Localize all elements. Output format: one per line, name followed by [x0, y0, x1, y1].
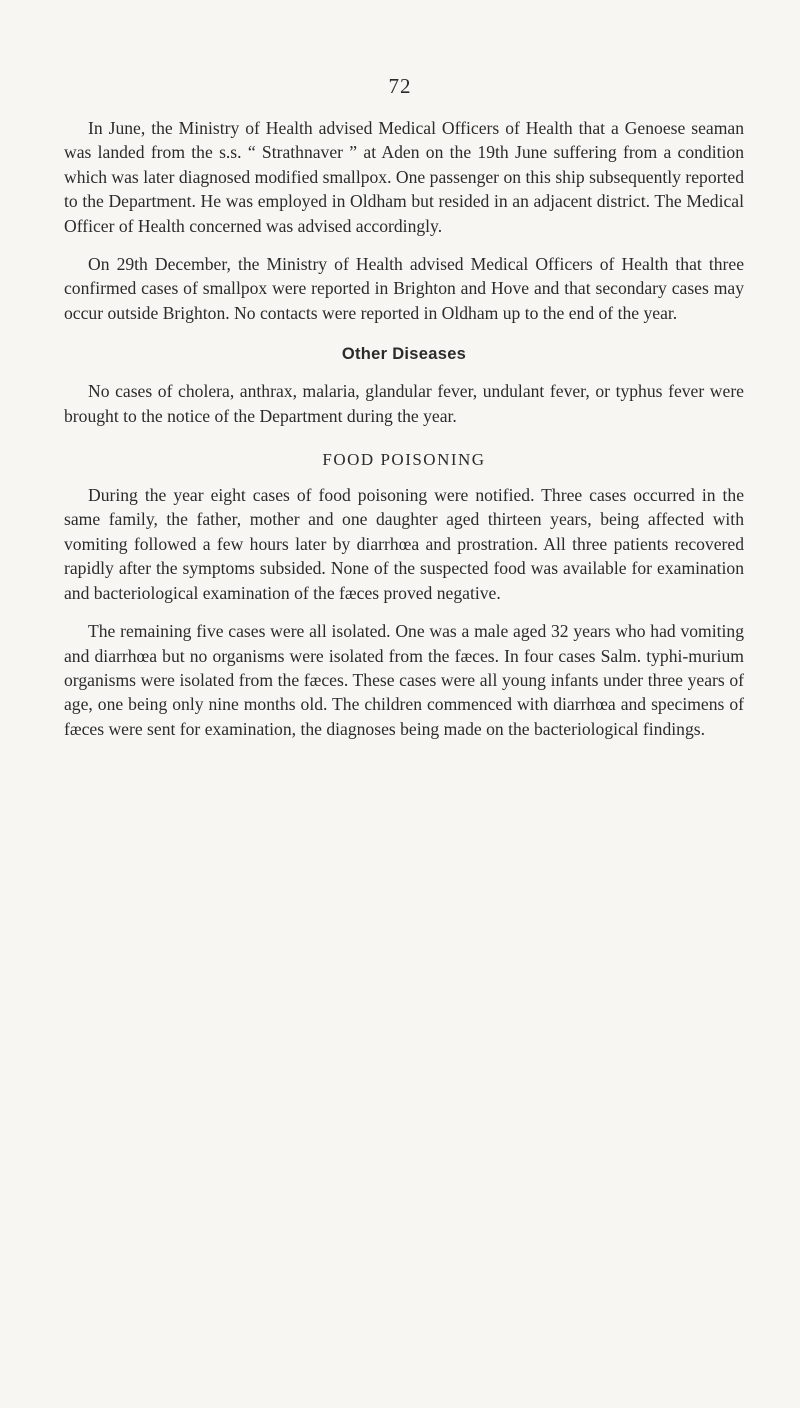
paragraph-smallpox-brighton: On 29th December, the Ministry of Health advised Medical Officers of Health that three confirmed cases of smallpox were reported in Brighton and Hove and that secondary cases may occur outside Brighton. No contacts were reported in Oldham up to the end of the year. — [64, 254, 744, 323]
heading-food-poisoning: FOOD POISONING — [322, 450, 486, 470]
page-number: 72 — [388, 74, 412, 98]
paragraph-food-poisoning-isolated: The remaining five cases were all isolated. One was a male aged 32 years who had vomiting and diarrhœa but no organisms were isolated from the fæces. In four cases Salm. typhi-murium organisms were isolated from the fæces. These cases were all young infants under three years of age, one being only nine months old. The children commenced with diarrhœa and specimens of fæces were sent for examination, the diagnoses being made on the bacteriological findings. — [64, 621, 744, 739]
paragraph-modified-smallpox: In June, the Ministry of Health advised Medical Officers of Health that a Genoese seaman was landed from the s.s. “ Strathnaver ” at Aden on the 19th June suffering from a condition which was later diagnosed modified smallpox. One passenger on this ship subsequently reported to the Department. He was employed in Oldham but resided in an adjacent district. The Medical Officer of Health concerned was advised accordingly. — [64, 118, 744, 236]
paragraph-other-diseases: No cases of cholera, anthrax, malaria, glandular fever, undulant fever, or typhus fever were brought to the notice of the Department during the year. — [64, 381, 744, 426]
document-body — [64, 116, 744, 741]
paragraph-food-poisoning-family: During the year eight cases of food poisoning were notified. Three cases occurred in the same family, the father, mother and one daughter aged thirteen years, being affected with vomiting followed a few hours later by diarrhœa and prostration. All three patients recovered rapidly after the symptoms subsided. None of the suspected food was available for examination and bacteriological examination of the fæces proved negative. — [64, 485, 744, 603]
heading-other-diseases: Other Diseases — [341, 345, 467, 364]
